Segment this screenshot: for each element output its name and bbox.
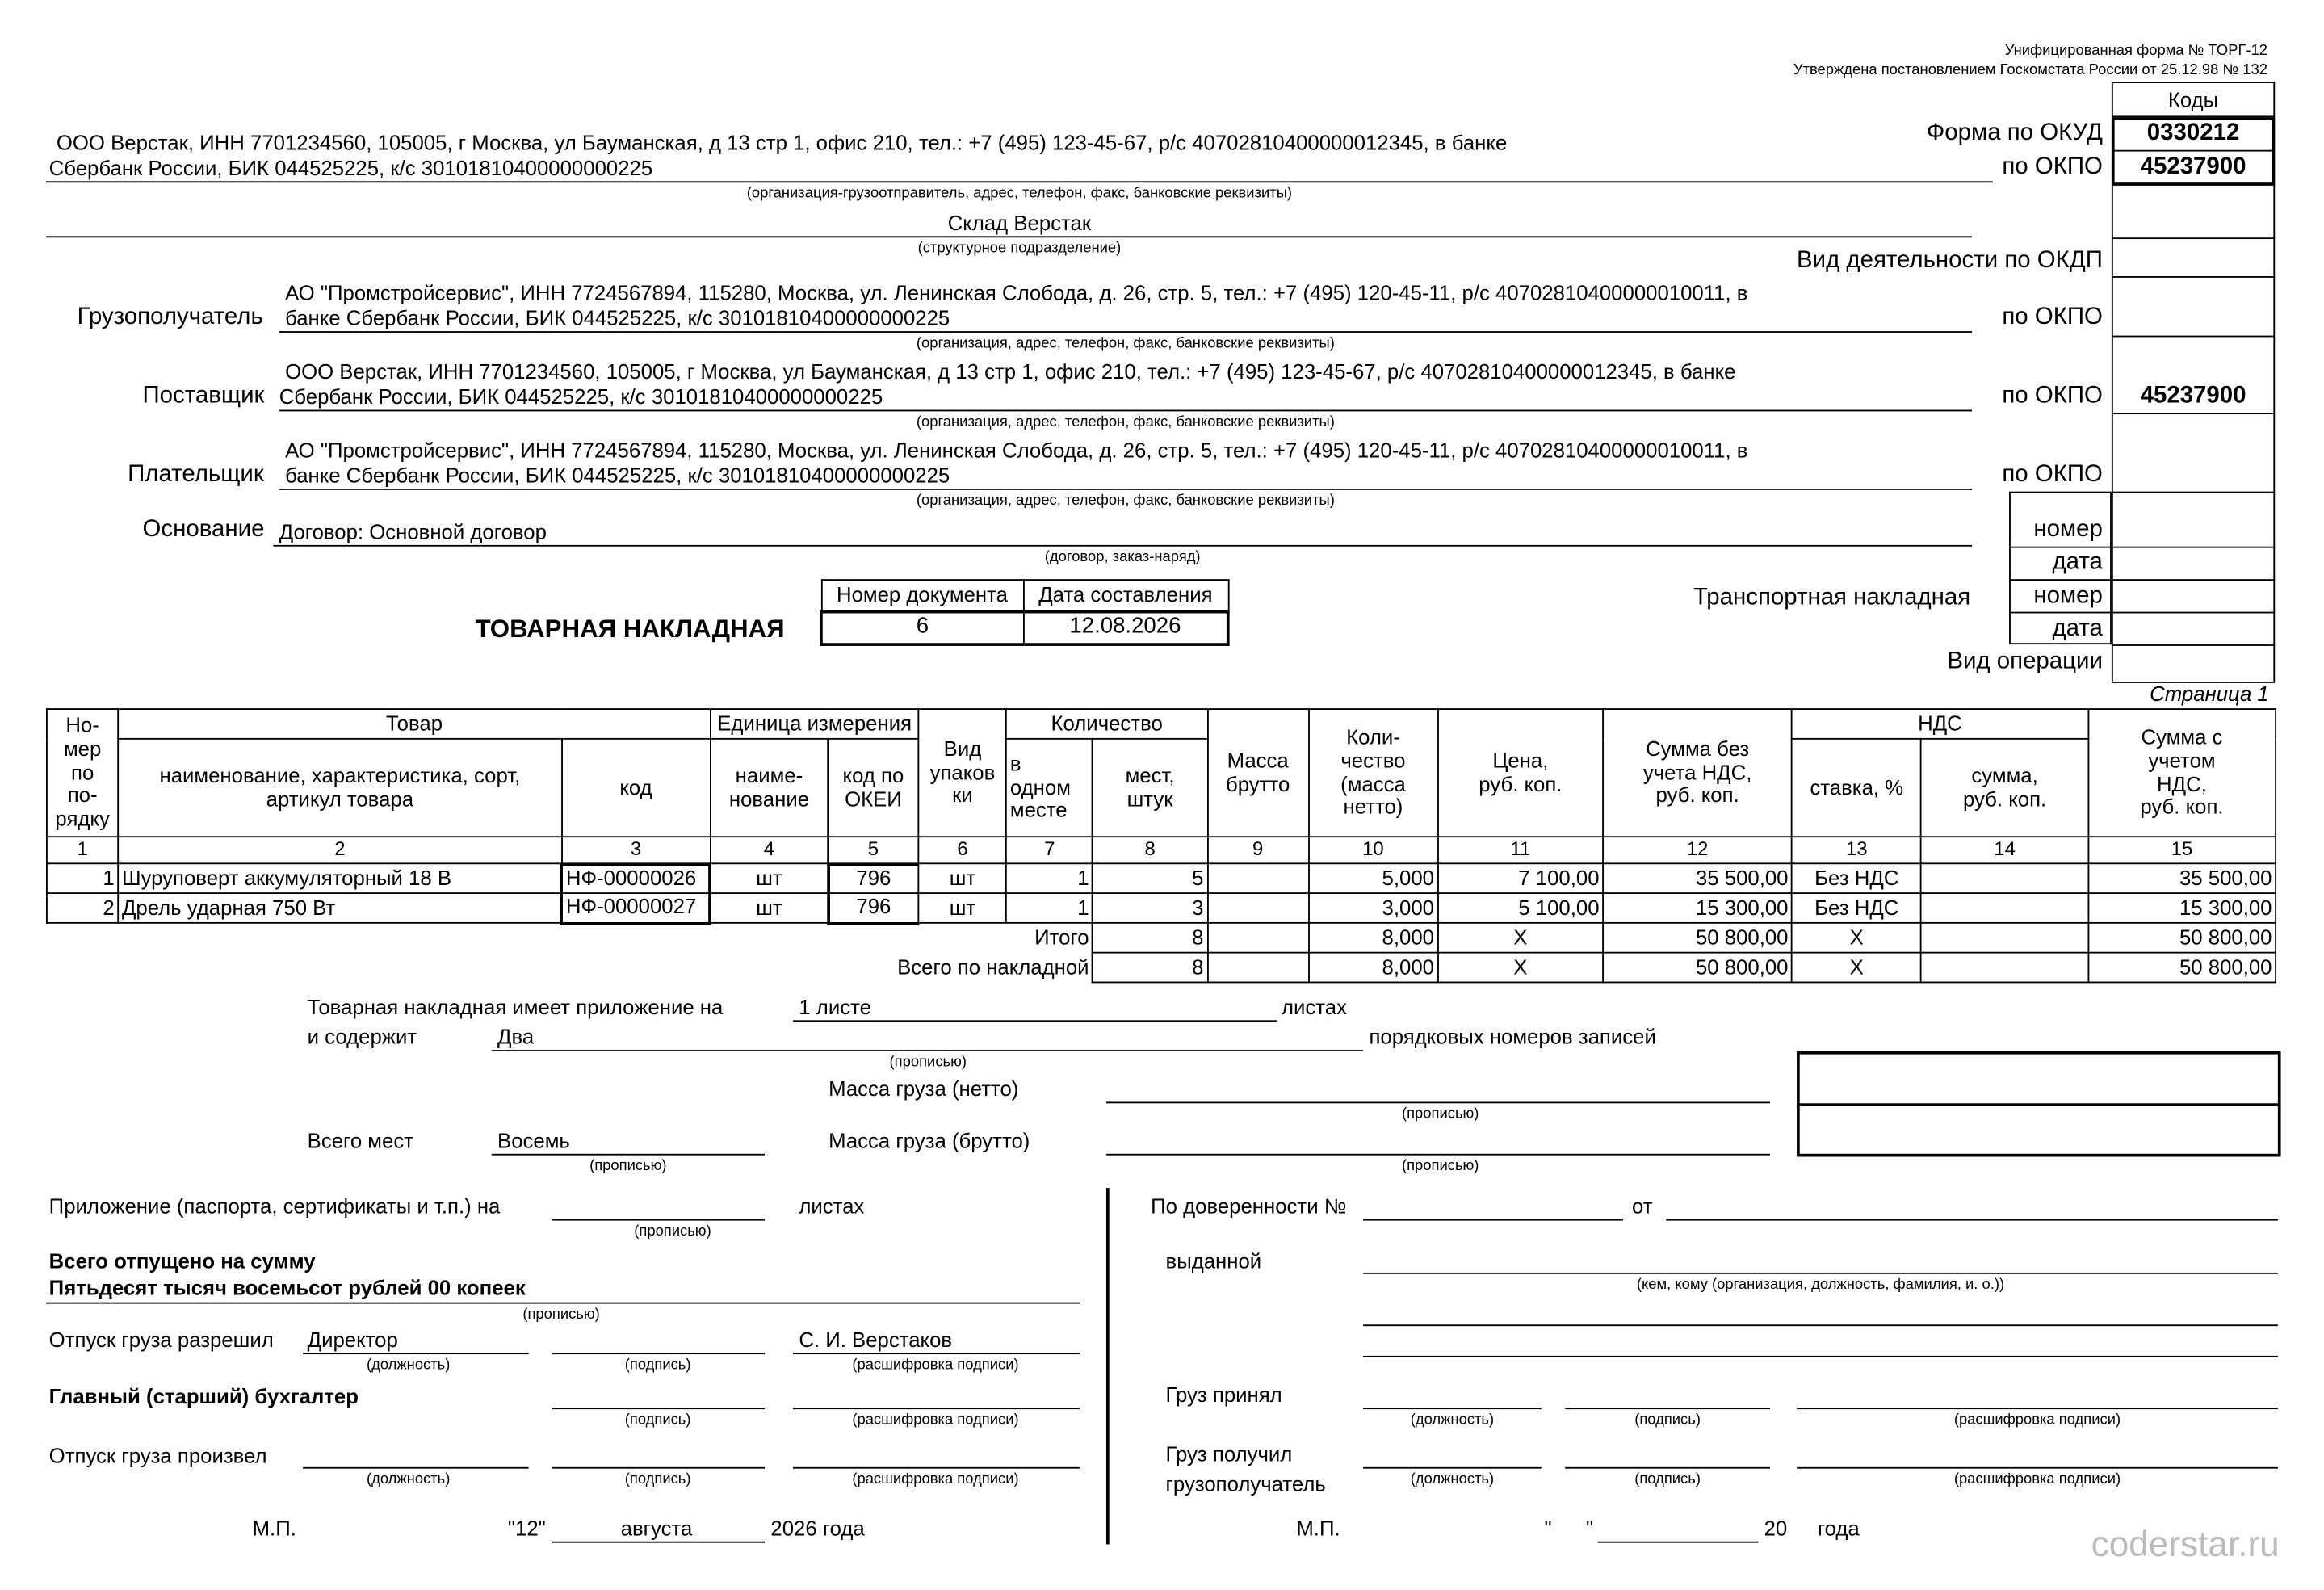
from-label: от [1631, 1194, 1653, 1218]
basis-value: Договор: Основной договор [279, 519, 547, 544]
torg12-page: Унифицированная форма № ТОРГ-12 Утверждена постановлением Госкомстата России от 25.12.98 № 132 Коды 0330212 45237900 45237900 Форма по ОКУД по ОКПО Вид деятельности по ОКДП по ОКПО по ОКПО по ОКПО номер дата номер дата Транспортная накладная Вид операции ООО Верстак, ИНН 7701234560, 105005, г Москва, ул Бауманская, д 13 стр 1, офис 210, тел.: +7 (495) 123-45-67, р/с 40702810400000012345, в банке Сбербанк России, БИК 044525225, к/с 30101810400000000225 (организация-грузоотправитель, адрес, телефон, факс, банковские реквизиты) Склад Верстак (структурное подразделение) Грузополучатель АО "Промстройсервис", ИНН 7724567894, 115280, Москва, ул. Ленинская Слобода, д. 26, стр. 5, тел.: +7 (495) 120-45-11, р/с 40702810400000010011, в банке Сбербанк России, БИК 044525225, к/с 30101810400000000225 (организация, адрес, телефон, факс, банковские реквизиты) Поставщик ООО Верстак, ИНН 7701234560, 105005, г Москва, ул Бауманская, д 13 стр 1, офис 210, тел.: +7 (495) 123-45-67, р/с 40702810400000012345, в банке Сбербанк России, БИК 044525225, к/с 30101810400000000225 (организация, адрес, телефон, факс, банковские реквизиты) Плательщик АО "Промстройсервис", ИНН 7724567894, 115280, Москва, ул. Ленинская Слобода, д. 26, стр. 5, тел.: +7 (495) 120-45-11, р/с 40702810400000010011, в банке Сбербанк России, БИК 044525225, к/с 30101810400000000225 (организация, адрес, телефон, факс, банковские реквизиты) Основание Договор: Основной договор (договор, заказ-наряд) ТОВАРНАЯ НАКЛАДНАЯ Номер документа Дата составления 6 12.08.2026 Страница 1 Но- мер по по- рядку Товар Единица измерения Вид упаков ки Количество Масса брутто Коли- чество (масса нетто) Цена, руб. коп. Сумма без учета НДС, руб. коп. НДС Сумма с учетом НДС, руб. коп. наименование, характеристика, сорт, артикул товара код наиме- нование код по ОКЕИ в одном месте мест, штук ставка, % сумма, руб. коп. 1 2 3 4 5 6 7 8 9 10 11 12 13 14 15 1 Шуруповерт аккумуляторный 18 В НФ-00000026 шт 796 шт 1 5 5,000 7 100,00 35 500,00 Без НДС 35 500,00 2 Дрель ударная 750 Вт НФ-00000027 шт 796 шт 1 3 3,000 5 100,00 15 300,00 Без НДС 15 300,00 Итого 8 8,000 Х 50 800,00 Х 50 800,00 Всего по накладной 8 8,000 Х 50 800,00 Х 50 800,00 Товарная накладная имеет приложение на 1 листе листах и содержит Два порядковых номеров записей (прописью) Масса груза (нетто) (прописью) Всего мест Восемь (прописью) Масса груза (брутто) (прописью) Приложение (паспорта, сертификаты и т.п.) на листах (прописью) Всего отпущено на сумму Пятьдесят тысяч восемьсот рублей 00 копеек (прописью) Отпуск груза разрешил Директор С. И. Верстаков (должность) (подпись) (расшифровка подписи) Главный (старший) бухгалтер (подпись) (расшифровка подписи) Отпуск груза произвел (должность) (подпись) (расшифровка подписи) М.П. "12" августа 2026 года По доверенности № от выданной (кем, кому (организация, должность, фамилия, и. о.)) Груз принял (должность) (подпись) (расшифровка подписи) Груз получил грузополучатель (должность) (подпись) (расшифровка подписи) М.П. " " 20 года coderstar.ru [0, 0, 2324, 1590]
attach-unit: листах [799, 1194, 865, 1218]
supplier-line2: Сбербанк России, БИК 044525225, к/с 30101810400000000225 [279, 384, 883, 409]
contains-value: Два [497, 1024, 535, 1049]
shipper-line2: Сбербанк России, БИК 044525225, к/с 30101810400000000225 [48, 156, 653, 180]
h-goods-name: наименование, характеристика, сорт, артикул товара [118, 739, 561, 837]
basis-caption: (договор, заказ-наряд) [1044, 549, 1201, 566]
okud-label: Форма по ОКУД [1926, 120, 2103, 146]
released-value: Пятьдесят тысяч восемьсот рублей 00 копеек [48, 1275, 526, 1300]
shipper-line1: ООО Верстак, ИНН 7701234560, 105005, г Москва, ул Бауманская, д 13 стр 1, офис 210, тел.: +7 (495) 123-45-67, р/с 40702810400000012345, в банке [56, 130, 1508, 155]
net-label: Масса груза (нетто) [829, 1076, 1019, 1101]
operation-label: Вид операции [1947, 648, 2103, 674]
payer-okpo-label: по ОКПО [2002, 461, 2103, 488]
contains-caption: (прописью) [889, 1054, 967, 1071]
h-sum-vat: Сумма с учетом НДС, руб. коп. [2088, 709, 2276, 837]
supplier-line1: ООО Верстак, ИНН 7701234560, 105005, г Москва, ул Бауманская, д 13 стр 1, офис 210, тел.: +7 (495) 123-45-67, р/с 40702810400000012345, в банке [285, 359, 1736, 384]
okdp-label: Вид деятельности по ОКДП [1797, 248, 2103, 274]
basis-label: Основание [142, 516, 265, 543]
date-month: августа [620, 1516, 693, 1540]
appendix-label: Товарная накладная имеет приложение на [307, 995, 724, 1019]
shipper-caption: (организация-грузоотправитель, адрес, телефон, факс, банковские реквизиты) [746, 185, 1293, 203]
h-goods: Товар [118, 709, 710, 739]
date-day: "12" [507, 1516, 546, 1540]
okpo-label: по ОКПО [2002, 154, 2103, 180]
consignee-caption: (организация, адрес, телефон, факс, банковские реквизиты) [916, 335, 1335, 352]
gross-caption: (прописью) [1401, 1158, 1479, 1175]
supplier-label: Поставщик [142, 383, 265, 409]
consignee-label: Грузополучатель [77, 304, 263, 330]
issued-caption: (кем, кому (организация, должность, фамилия, и. о.)) [1636, 1277, 2005, 1294]
appendix-value: 1 листе [799, 995, 871, 1019]
received-label-2: грузополучатель [1165, 1471, 1326, 1496]
h-num: Но- мер по по- рядку [47, 709, 118, 837]
supplier-okpo-label: по ОКПО [2002, 383, 2103, 409]
supplier-caption: (организация, адрес, телефон, факс, банковские реквизиты) [916, 414, 1335, 431]
document-title: ТОВАРНАЯ НАКЛАДНАЯ [475, 615, 785, 644]
released-caption: (прописью) [522, 1307, 600, 1324]
allowed-name: С. И. Верстаков [799, 1327, 953, 1352]
h-unit-okei: код по ОКЕИ [828, 739, 918, 837]
consignee-line1: АО "Промстройсервис", ИНН 7724567894, 115280, Москва, ул. Ленинская Слобода, д. 26, стр. 5, тел.: +7 (495) 120-45-11, р/с 40702810400000010011, в [285, 280, 1748, 304]
issued-label: выданной [1165, 1248, 1262, 1273]
supplier-okpo-value: 45237900 [2140, 383, 2246, 409]
net-caption: (прописью) [1401, 1105, 1479, 1123]
table-row: 1 Шуруповерт аккумуляторный 18 В НФ-00000026 шт 796 шт 1 5 5,000 7 100,00 35 500,00 Без НДС 35 500,00 [47, 863, 2276, 893]
mp-right: М.П. [1296, 1516, 1340, 1540]
places-value: Восемь [497, 1128, 570, 1152]
basis-number-label: номер [2033, 516, 2103, 543]
accepted-label: Груз принял [1165, 1382, 1282, 1407]
doc-number: 6 [821, 611, 1023, 644]
appendix-unit: листах [1281, 995, 1347, 1019]
itogo-label: Итого [1034, 925, 1089, 950]
doc-date-label: Дата составления [1023, 580, 1228, 611]
payer-line1: АО "Промстройсервис", ИНН 7724567894, 115280, Москва, ул. Ленинская Слобода, д. 26, стр. 5, тел.: +7 (495) 120-45-11, р/с 40702810400000010011, в [285, 438, 1748, 462]
h-vat-sum: сумма, руб. коп. [1921, 739, 2087, 837]
transport-label: Транспортная накладная [1693, 585, 1971, 610]
h-gross: Масса брутто [1207, 709, 1308, 837]
page-label: Страница 1 [2150, 682, 2269, 706]
received-label-1: Груз получил [1165, 1441, 1293, 1466]
gross-label: Масса груза (брутто) [829, 1128, 1030, 1152]
consignee-okpo-label: по ОКПО [2002, 304, 2103, 330]
h-qty-net: Коли- чество (масса нетто) [1308, 709, 1437, 837]
division-caption: (структурное подразделение) [917, 240, 1122, 258]
h-qty: Количество [1006, 709, 1207, 739]
h-vat: НДС [1792, 709, 2088, 739]
places-label: Всего мест [307, 1128, 413, 1152]
contains-suffix: порядковых номеров записей [1369, 1024, 1656, 1049]
vsego-row: Всего по накладной 8 8,000 Х 50 800,00 Х 50 800,00 [47, 953, 2276, 983]
document-number-table [820, 579, 1230, 645]
okud-value: 0330212 [2146, 120, 2240, 146]
produced-label: Отпуск груза произвел [48, 1443, 267, 1467]
vsego-label: Всего по накладной [897, 954, 1089, 979]
year-20: 20 [1764, 1516, 1788, 1540]
basis-date-label: дата [2052, 549, 2103, 575]
h-unit: Единица измерения [711, 709, 919, 739]
itogo-row: Итого 8 8,000 Х 50 800,00 Х 50 800,00 [47, 923, 2276, 953]
h-price: Цена, руб. коп. [1438, 709, 1604, 837]
year-word: года [1817, 1516, 1860, 1540]
h-pack: Вид упаков ки [919, 709, 1007, 837]
allowed-position: Директор [307, 1327, 398, 1352]
payer-line2: банке Сбербанк России, БИК 044525225, к/с 30101810400000000225 [285, 463, 950, 488]
goods-table [46, 708, 2276, 983]
attach-caption: (прописью) [634, 1223, 711, 1240]
watermark: coderstar.ru [2091, 1525, 2280, 1566]
column-numbers-row: 1 2 3 4 5 6 7 8 9 10 11 12 13 14 15 [47, 837, 2276, 863]
places-caption: (прописью) [589, 1158, 667, 1175]
h-qty-one: в одном месте [1006, 739, 1093, 837]
contains-label: и содержит [307, 1024, 417, 1049]
table-row: 2 Дрель ударная 750 Вт НФ-00000027 шт 796 шт 1 3 3,000 5 100,00 15 300,00 Без НДС 15 300,00 [47, 893, 2276, 923]
doc-number-label: Номер документа [821, 580, 1023, 611]
payer-label: Плательщик [128, 461, 264, 488]
date-year: 2026 года [770, 1516, 865, 1540]
okpo-value: 45237900 [2140, 154, 2246, 180]
h-sum-no-vat: Сумма без учета НДС, руб. коп. [1603, 709, 1792, 837]
mp-left: М.П. [252, 1516, 296, 1540]
transport-date-label: дата [2052, 616, 2103, 642]
codes-header: Коды [2112, 82, 2275, 117]
transport-number-label: номер [2033, 583, 2103, 609]
shipper-division: Склад Верстак [947, 211, 1092, 235]
payer-caption: (организация, адрес, телефон, факс, банковские реквизиты) [916, 493, 1335, 510]
form-title: Унифицированная форма № ТОРГ-12 [2004, 43, 2268, 60]
released-label: Всего отпущено на сумму [48, 1248, 316, 1273]
consignee-line2: банке Сбербанк России, БИК 044525225, к/с 30101810400000000225 [285, 305, 950, 330]
h-unit-name: наиме- нование [711, 739, 829, 837]
h-goods-code: код [561, 739, 710, 837]
accountant-label: Главный (старший) бухгалтер [48, 1383, 359, 1408]
h-qty-places: мест, штук [1093, 739, 1207, 837]
form-approval: Утверждена постановлением Госкомстата России от 25.12.98 № 132 [1793, 62, 2268, 79]
proxy-label: По доверенности № [1151, 1194, 1347, 1218]
allowed-label: Отпуск груза разрешил [48, 1327, 274, 1352]
attach-label: Приложение (паспорта, сертификаты и т.п.) на [48, 1194, 501, 1218]
h-vat-rate: ставка, % [1792, 739, 1921, 837]
doc-date: 12.08.2026 [1023, 611, 1228, 644]
